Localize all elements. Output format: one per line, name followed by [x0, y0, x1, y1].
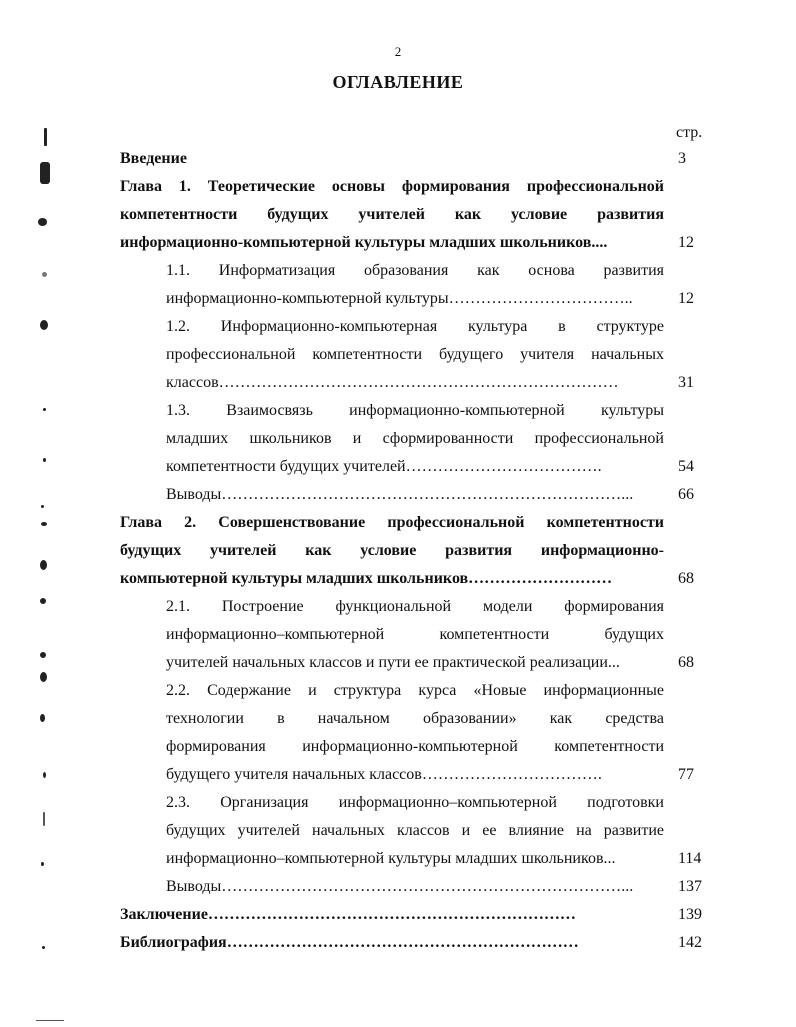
toc-chapter-1-line-3: информационно-компьютерной культуры младших школьников....	[120, 234, 608, 251]
toc-entry-intro	[120, 150, 664, 168]
page-title: ОГЛАВЛЕНИЕ	[332, 72, 464, 92]
toc-entry-title: Введение	[120, 150, 187, 167]
scan-artifact	[42, 946, 45, 949]
toc-section-2-1-line-3: учителей начальных классов и пути ее практической реализации...	[166, 654, 620, 671]
toc-chapter-1-line-2: компетентности будущих учителей как условие развития	[120, 206, 664, 223]
toc-entry-page: 77	[678, 766, 694, 783]
scan-artifact	[40, 320, 48, 330]
toc-entry-page: 12	[678, 290, 694, 307]
scan-artifact	[44, 128, 47, 146]
toc-section-2-2-line-1: 2.2. Содержание и структура курса «Новые информационные	[166, 682, 664, 699]
toc-section-2-3-line-3: информационно–компьютерной культуры младших школьников...	[166, 850, 616, 867]
scan-artifact	[36, 1020, 64, 1021]
toc-conclusions-1: Выводы…………………………………………………………………...	[166, 486, 634, 503]
page-number: 2	[394, 44, 402, 59]
scan-artifact	[42, 272, 47, 277]
toc-entry-page: 54	[678, 458, 694, 475]
toc-conclusion: Заключение……………………………………………………………	[120, 906, 576, 923]
toc-section-2-2-line-3: формирования информационно-компьютерной компетентности	[166, 738, 664, 755]
toc-entry-page: 68	[678, 570, 694, 587]
toc-section-1-3-line-2: младших школьников и сформированности профессиональной	[166, 430, 664, 447]
toc-entry-page: 66	[678, 486, 694, 503]
toc-section-2-3-line-1: 2.3. Организация информационно–компьютерной подготовки	[166, 794, 664, 811]
toc-section-2-2-line-2: технологии в начальном образовании» как средства	[166, 710, 664, 727]
toc-section-1-3-line-1: 1.3. Взаимосвязь информационно-компьютерной культуры	[166, 402, 664, 419]
toc-section-1-1-line-1: 1.1. Информатизация образования как основа развития	[166, 262, 664, 279]
scan-artifact	[40, 652, 46, 658]
scan-artifact	[40, 560, 47, 570]
toc-section-1-1-line-2: информационно-компьютерной культуры……………………………..	[166, 290, 633, 307]
scan-artifact	[43, 772, 46, 778]
toc-entry-page: 139	[678, 906, 702, 923]
toc-section-2-1-line-1: 2.1. Построение функциональной модели формирования	[166, 598, 664, 615]
toc-chapter-2-line-1: Глава 2. Совершенствование профессиональной компетентности	[120, 514, 664, 531]
scan-artifact	[41, 522, 47, 526]
toc-bibliography: Библиография…………………………………………………………	[120, 934, 579, 951]
page-column-header: стр.	[676, 124, 703, 141]
scan-artifact	[38, 218, 47, 226]
scan-artifact	[41, 862, 44, 866]
scan-artifact	[41, 505, 44, 508]
toc-section-2-1-line-2: информационно–компьютерной компетентности будущих	[166, 626, 664, 643]
toc-conclusions-2: Выводы…………………………………………………………………...	[166, 878, 634, 895]
scan-artifact	[40, 714, 45, 722]
toc-section-1-3-line-3: компетентности будущих учителей……………………………….	[166, 458, 602, 475]
toc-entry-page: 137	[678, 878, 702, 895]
toc-section-1-2-line-3: классов…………………………………………………………………	[166, 374, 619, 391]
toc-entry-page: 31	[678, 374, 694, 391]
toc-entry-page: 142	[678, 934, 702, 951]
toc-entry-page: 3	[678, 150, 686, 167]
toc-section-1-2-line-1: 1.2. Информационно-компьютерная культура в структуре	[166, 318, 664, 335]
scan-artifact	[40, 162, 50, 184]
toc-section-2-2-line-4: будущего учителя начальных классов…………………………….	[166, 766, 602, 783]
scan-artifact	[43, 458, 46, 462]
toc-section-2-3-line-2: будущих учителей начальных классов и ее влияние на развитие	[166, 822, 664, 839]
toc-entry-page: 12	[678, 234, 694, 251]
toc-entry-page: 68	[678, 654, 694, 671]
scan-artifact	[40, 598, 46, 604]
toc-chapter-1-line-1: Глава 1. Теоретические основы формирования профессиональной	[120, 178, 664, 195]
scan-artifact	[40, 672, 47, 682]
toc-section-1-2-line-2: профессиональной компетентности будущего учителя начальных	[166, 346, 664, 363]
scan-artifact	[43, 408, 46, 411]
toc-chapter-2-line-3: компьютерной культуры младших школьников………………………	[120, 570, 613, 587]
toc-entry-page: 114	[678, 850, 702, 867]
scan-artifact	[43, 812, 45, 826]
toc-chapter-2-line-2: будущих учителей как условие развития информационно-	[120, 542, 664, 559]
